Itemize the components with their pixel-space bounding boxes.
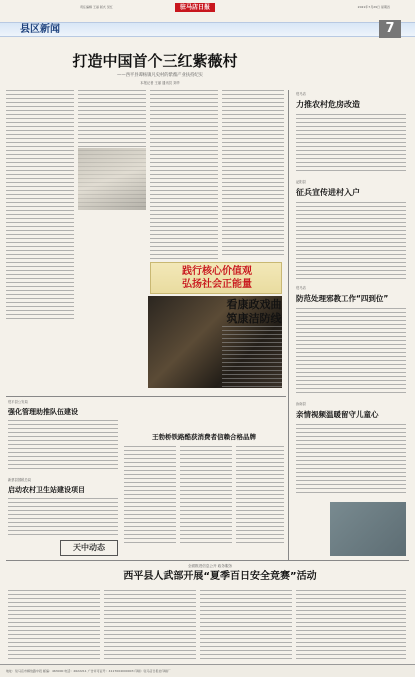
right-block-1-kicker: 驻马店 [296,92,306,96]
page-number: 7 [379,20,401,38]
newspaper-logo: 驻马店日报 [175,3,215,12]
lead-subheadline: ——西平县谭杨镇凡史村的紫薇产业扶持纪实 [117,73,203,78]
bottom-lead-rule [6,560,409,561]
bottom-lead-kicker: 全面推进信息公开 政务服务 [187,564,233,568]
lead-body-col-4 [222,90,284,255]
ad-line-2: 弘扬社会正能量 [182,279,252,290]
bottom-lead-headline: 西平县人武部开展“夏季百日安全竞赛”活动 [123,571,317,582]
lead-body-col-3 [150,90,218,260]
right-column-divider [288,90,289,560]
bottom-lead-body-2 [104,590,196,660]
section-title: 县区新闻 [20,24,60,35]
right-promo-box [330,502,406,556]
right-block-2-body [296,202,406,280]
middle-bottom-body-2 [180,446,232,546]
right-block-1-title: 力推农村危房改造 [296,100,360,109]
middle-bottom-body-3 [236,446,284,546]
right-block-3-title: 防范处理邪教工作“四到位” [296,294,389,303]
stamp-logo: 天中动态 [60,540,118,556]
lead-body-col-1 [6,90,74,320]
lead-headline: 打造中国首个三红紫薇村 [72,52,238,70]
right-block-2-title: 征兵宣传进村入户 [296,188,360,197]
left-block-1-kicker: 驻平县公安局 [8,400,28,404]
right-block-4-title: 亲情视频温暖留守儿童心 [296,410,379,419]
middle-bottom-title: 王勃桥铁路酷获消费者信赖合格品牌 [152,433,256,441]
left-block-1-title: 强化管理助推队伍建设 [8,408,78,416]
right-block-2-kicker: 泌阳县 [296,180,306,184]
lead-byline: 本报记者 王丽 通讯员 刘华 [140,81,180,85]
middle-bottom-body-1 [124,446,176,546]
date-line: 2021年7月29日 星期四 [357,5,390,9]
photo-overlay-1: 看康政戏曲 [226,298,282,311]
left-block-2-kicker: 新蔡县国税总局 [8,478,32,482]
footer-text: 地址：驻马店市解放路中段 邮编：463000 电话：2622211 广告许可证号：4117004000003 印刷：驻马店日报社印刷厂 [6,669,171,673]
bottom-lead-body-1 [8,590,100,660]
ad-box [150,262,282,294]
ad-line-1: 践行核心价值观 [182,266,252,277]
bottom-lead-body-3 [200,590,292,660]
footer [0,664,415,677]
right-block-4-body [296,424,406,494]
left-block-2-title: 启动农村卫生站建设项目 [8,486,85,494]
bottom-lead-body-4 [296,590,406,660]
photo-overlay-2: 筑康洁防线 [226,312,282,325]
lower-section-rule [6,396,286,397]
left-block-2-body [8,498,118,538]
left-block-1-body [8,420,118,472]
lead-photo [78,148,146,210]
right-block-1-body [296,114,406,174]
masthead-meta-left: 责任编辑 王丽 版式 吴红 [80,5,113,9]
right-block-3-body [296,308,406,396]
right-block-4-kicker: 汝南县 [296,402,306,406]
photo-caption [222,326,282,388]
right-block-3-kicker: 驻马店 [296,286,306,290]
